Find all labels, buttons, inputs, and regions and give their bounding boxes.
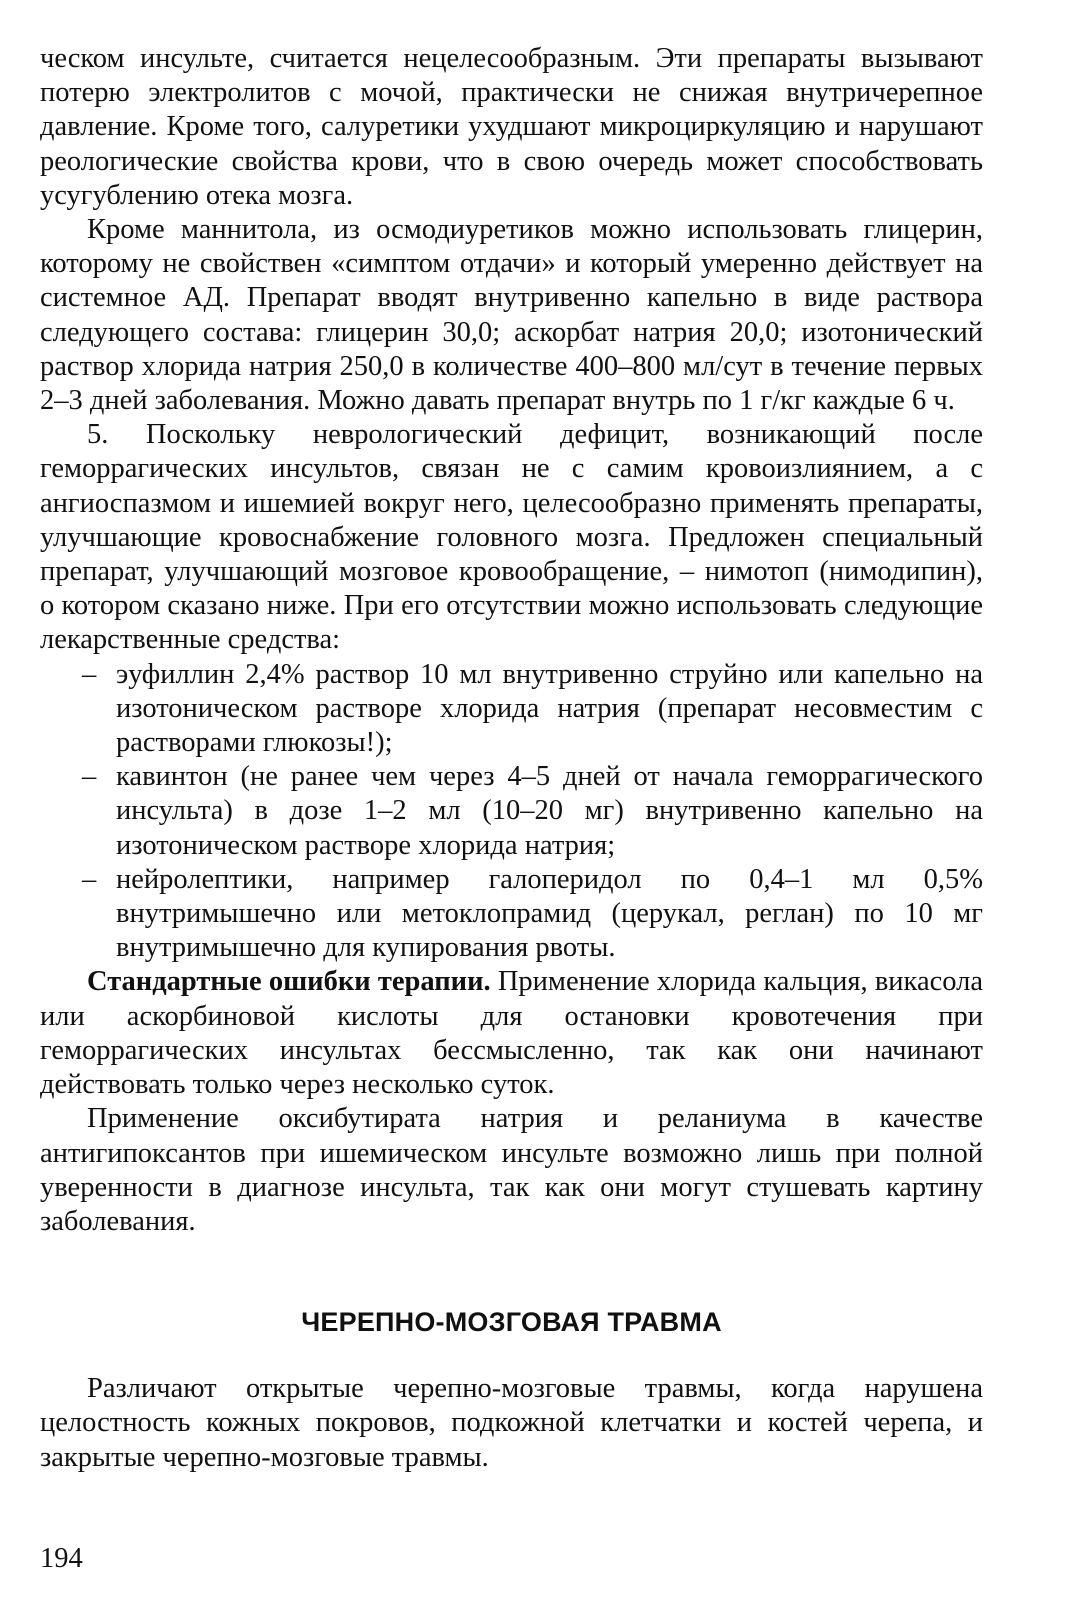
book-page — [40, 42, 983, 1475]
list-item — [40, 863, 983, 966]
therapy-errors-heading: Стандартные ошибки терапии. — [87, 966, 491, 998]
therapy-errors-text: Применение хлорида кальция, викасола или аскорбиновой кислоты для остановки кровотечения при геморрагических инсультах бессмысленно, так как они начинают действовать только через несколько суток. — [40, 966, 983, 1101]
paragraph-antihypoxants: Применение оксибутирата натрия и реланиума в качестве антигипоксантов при ишемическом инсульте возможно лишь при полной уверенности в диагнозе инсульта, так как они могут стушевать картину заболевания. — [40, 1103, 983, 1237]
dash-bullet: – — [82, 658, 97, 690]
dash-bullet: – — [82, 761, 97, 793]
paragraph-continued: ческом инсульте, считается нецелесообразным. Эти препараты вызывают потерю электролитов с мочой, практически не снижая внутричерепное давление. Кроме того, салуретики ухудшают микроциркуляцию и нарушают реологические свойства крови, что в свою очередь может способствовать усугублению отека мозга. — [40, 43, 983, 211]
list-item-text: эуфиллин 2,4% раствор 10 мл внутривенно струйно или капельно на изотоническом растворе хлорида натрия (препарат несовместим с растворами глюкозы!); — [116, 658, 983, 759]
paragraph-therapy-errors — [40, 965, 983, 1102]
list-item-text: кавинтон (не ранее чем через 4–5 дней от начала геморрагического инсульта) в дозе 1–2 мл (10–20 мг) внутривенно капельно на изотоническом растворе хлорида натрия; — [116, 761, 983, 861]
dash-bullet: – — [82, 863, 97, 895]
paragraph-tbi-types: Различают открытые черепно-мозговые травмы, когда нарушена целостность кожных покровов, подкожной клетчатки и костей черепа, и закрытые черепно-мозговые травмы. — [40, 1373, 983, 1473]
section-title: ЧЕРЕПНО-МОЗГОВАЯ ТРАВМА — [301, 1307, 722, 1338]
drug-list — [40, 658, 983, 966]
paragraph-item-5: 5. Поскольку неврологический дефицит, возникающий после геморрагических инсультов, связан не с самим кровоизлиянием, а с ангиоспазмом и ишемией вокруг него, целесообразно применять препараты, улучшающие кровоснабжение головного мозга. Предложен специальный препарат, улучшающий мозговое кровообращение, – нимотоп (нимодипин), о котором сказано ниже. При его отсутствии можно использовать следующие лекарственные средства: — [40, 419, 983, 656]
page-number: 194 — [40, 1543, 83, 1574]
paragraph-glycerin: Кроме маннитола, из осмодиуретиков можно использовать глицерин, которому не свойствен «симптом отдачи» и который умеренно действует на системное АД. Препарат вводят внутривенно капельно в виде раствора следующего состава: глицерин 30,0; аскорбат натрия 20,0; изотонический раствор хлорида натрия 250,0 в количестве 400–800 мл/сут в течение первых 2–3 дней заболевания. Можно давать препарат внутрь по 1 г/кг каждые 6 ч. — [40, 214, 983, 417]
list-item-text: нейролептики, например галоперидол по 0,4–1 мл 0,5% внутримышечно или метоклопрамид (церукал, реглан) по 10 мг внутримышечно для купирования рвоты. — [116, 863, 983, 964]
list-item — [40, 760, 983, 863]
list-item — [40, 658, 983, 761]
